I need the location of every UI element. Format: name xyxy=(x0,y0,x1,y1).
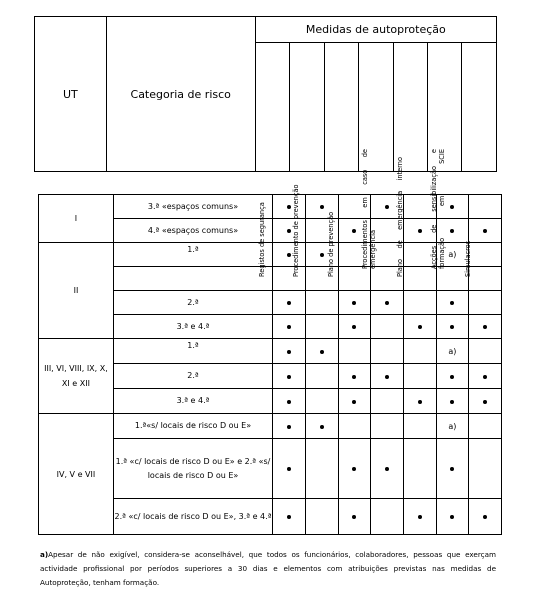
measure-cell xyxy=(273,267,306,291)
bullet-mark xyxy=(352,467,356,471)
measure-cell xyxy=(436,389,469,414)
measure-cell xyxy=(338,219,371,243)
measure-cell xyxy=(371,414,404,439)
measure-column-header xyxy=(462,43,497,277)
category-cell: 3.ª e 4.ª xyxy=(113,389,272,414)
measure-cell xyxy=(469,414,502,439)
measure-column-label: Acções de sensibilização e formação em SCIE xyxy=(430,149,446,269)
measure-cell xyxy=(305,219,338,243)
measures-header: Medidas de autoproteção xyxy=(255,17,496,43)
ut-cell: III, VI, VIII, IX, X, XI e XII xyxy=(39,339,114,414)
table-row xyxy=(39,195,502,219)
measure-column-label: Registos de segurança xyxy=(257,202,266,277)
bullet-mark xyxy=(450,400,454,404)
measure-cell xyxy=(305,291,338,315)
measure-cell xyxy=(436,195,469,219)
measure-cell xyxy=(469,499,502,535)
bullet-mark xyxy=(287,325,291,329)
bullet-mark xyxy=(320,425,324,429)
bullet-mark xyxy=(287,425,291,429)
category-cell: 1.ª xyxy=(113,243,272,267)
measure-cell xyxy=(403,439,436,499)
measure-cell xyxy=(371,315,404,339)
measure-column-label: Simulacros xyxy=(464,240,473,277)
footnote xyxy=(40,548,496,590)
measure-cell xyxy=(305,439,338,499)
table-row xyxy=(39,339,502,364)
measure-column-label: Procedimentos em caso de emergência xyxy=(361,149,378,269)
measure-cell xyxy=(273,414,306,439)
measure-cell xyxy=(273,195,306,219)
measure-cell xyxy=(371,439,404,499)
measure-cell xyxy=(338,499,371,535)
bullet-mark xyxy=(287,205,291,209)
category-cell: 4.ª «espaços comuns» xyxy=(113,219,272,243)
measure-column-header xyxy=(255,43,289,277)
measure-cell xyxy=(273,339,306,364)
measure-cell xyxy=(469,339,502,364)
bullet-mark xyxy=(418,325,422,329)
measure-cell xyxy=(403,414,436,439)
measure-cell xyxy=(338,364,371,389)
category-cell: 2.ª «c/ locais de risco D ou E», 3.ª e 4.ª xyxy=(113,499,272,535)
measure-cell xyxy=(436,267,469,291)
measure-cell xyxy=(436,439,469,499)
measure-cell xyxy=(403,364,436,389)
bullet-mark xyxy=(287,515,291,519)
measure-cell xyxy=(469,291,502,315)
measure-cell xyxy=(338,315,371,339)
measure-cell xyxy=(273,291,306,315)
measure-column-header xyxy=(359,43,393,269)
bullet-mark xyxy=(352,400,356,404)
category-cell: 3.ª «espaços comuns» xyxy=(113,195,272,219)
measure-cell xyxy=(403,389,436,414)
measure-cell xyxy=(371,339,404,364)
measure-cell xyxy=(371,195,404,219)
measure-cell xyxy=(469,439,502,499)
bullet-mark xyxy=(352,375,356,379)
bullet-mark xyxy=(320,253,324,257)
bullet-mark xyxy=(385,301,389,305)
measure-cell xyxy=(371,219,404,243)
measure-cell xyxy=(273,499,306,535)
measure-column-label: Plano de emergência interno xyxy=(395,157,404,277)
measure-cell xyxy=(273,364,306,389)
measure-cell xyxy=(338,339,371,364)
measure-cell: a) xyxy=(436,414,469,439)
bullet-mark xyxy=(450,229,454,233)
measure-cell xyxy=(469,364,502,389)
category-cell: 2.ª xyxy=(113,291,272,315)
table-row xyxy=(39,414,502,439)
measure-cell xyxy=(305,414,338,439)
measure-cell xyxy=(469,389,502,414)
bullet-mark xyxy=(287,301,291,305)
measure-column-label: Plano de prevenção xyxy=(326,211,335,277)
category-header: Categoria de risco xyxy=(106,17,255,172)
bullet-mark xyxy=(483,515,487,519)
table-row xyxy=(39,243,502,267)
bullet-mark xyxy=(287,400,291,404)
bullet-mark xyxy=(352,325,356,329)
measure-column-header xyxy=(324,43,358,277)
bullet-mark xyxy=(287,375,291,379)
bullet-mark xyxy=(450,515,454,519)
measure-cell xyxy=(469,267,502,291)
measure-cell xyxy=(436,364,469,389)
bullet-mark xyxy=(418,229,422,233)
category-cell: 1.ª xyxy=(113,339,272,364)
measure-cell xyxy=(403,267,436,291)
measure-cell xyxy=(338,389,371,414)
bullet-mark xyxy=(483,229,487,233)
bullet-mark xyxy=(385,375,389,379)
measure-cell xyxy=(371,499,404,535)
measure-cell xyxy=(436,315,469,339)
measure-cell xyxy=(338,439,371,499)
category-cell: 3.ª e 4.ª xyxy=(113,315,272,339)
bullet-mark xyxy=(320,205,324,209)
measure-cell xyxy=(403,315,436,339)
measure-cell xyxy=(436,291,469,315)
measure-cell xyxy=(338,414,371,439)
measure-cell xyxy=(338,291,371,315)
measure-cell xyxy=(273,389,306,414)
measure-cell xyxy=(403,243,436,267)
bullet-mark xyxy=(385,205,389,209)
measure-column-header xyxy=(428,43,462,269)
measure-cell xyxy=(469,315,502,339)
bullet-mark xyxy=(450,301,454,305)
bullet-mark xyxy=(450,325,454,329)
measure-cell xyxy=(469,243,502,267)
ut-header: UT xyxy=(35,17,107,172)
bullet-mark xyxy=(287,467,291,471)
measure-cell xyxy=(273,439,306,499)
measure-cell xyxy=(273,243,306,267)
ut-cell: IV, V e VII xyxy=(39,414,114,535)
measure-cell xyxy=(403,291,436,315)
bullet-mark xyxy=(450,375,454,379)
bullet-mark xyxy=(450,205,454,209)
bullet-mark xyxy=(287,253,291,257)
measure-cell xyxy=(371,291,404,315)
measure-cell xyxy=(469,219,502,243)
measure-cell xyxy=(273,315,306,339)
bullet-mark xyxy=(483,400,487,404)
category-cell: 1.ª«s/ locais de risco D ou E» xyxy=(113,414,272,439)
measure-cell xyxy=(338,195,371,219)
measure-cell xyxy=(371,389,404,414)
category-cell: 2.ª xyxy=(113,364,272,389)
bullet-mark xyxy=(385,467,389,471)
bullet-mark xyxy=(352,229,356,233)
measure-cell xyxy=(371,267,404,291)
measure-cell xyxy=(403,219,436,243)
measure-cell xyxy=(305,339,338,364)
footnote-text: Apesar de não exigível, considera-se aconselhável, que todos os funcionários, colaboradores, pessoas que exerçam actividade profissional por períodos superiores a 30 dias e elementos com atribuições previstas nas medidas de Autoproteção, tenham formação. xyxy=(40,550,496,587)
measure-cell xyxy=(403,499,436,535)
category-cell: 1.ª «c/ locais de risco D ou E» e 2.ª «s/ locais de risco D ou E» xyxy=(113,439,272,499)
bullet-mark xyxy=(352,515,356,519)
measure-column-header xyxy=(393,43,427,277)
bullet-mark xyxy=(450,467,454,471)
measure-cell xyxy=(305,364,338,389)
bullet-mark xyxy=(418,515,422,519)
measure-cell xyxy=(305,389,338,414)
measure-cell xyxy=(469,195,502,219)
measure-cell xyxy=(403,339,436,364)
measure-cell xyxy=(338,243,371,267)
measure-cell xyxy=(305,499,338,535)
measure-cell xyxy=(338,267,371,291)
measure-cell: a) xyxy=(436,243,469,267)
measure-column-header xyxy=(290,43,324,277)
bullet-mark xyxy=(287,350,291,354)
measure-cell xyxy=(305,195,338,219)
bullet-mark xyxy=(320,350,324,354)
ut-cell: II xyxy=(39,243,114,339)
measure-cell xyxy=(371,243,404,267)
bullet-mark xyxy=(418,400,422,404)
measure-cell xyxy=(305,315,338,339)
measure-cell xyxy=(436,219,469,243)
bullet-mark xyxy=(483,325,487,329)
bullet-mark xyxy=(287,229,291,233)
measure-cell xyxy=(305,267,338,291)
footnote-prefix: a) xyxy=(40,550,49,559)
measure-cell: a) xyxy=(436,339,469,364)
measures-table xyxy=(38,194,502,535)
measure-cell xyxy=(371,364,404,389)
measure-cell xyxy=(436,499,469,535)
measure-cell xyxy=(403,195,436,219)
bullet-mark xyxy=(352,301,356,305)
ut-cell: I xyxy=(39,195,114,243)
measure-column-label: Procedimento de prevenção xyxy=(292,184,301,277)
measure-cell xyxy=(273,219,306,243)
measure-cell xyxy=(305,243,338,267)
category-cell xyxy=(113,267,272,291)
bullet-mark xyxy=(483,375,487,379)
